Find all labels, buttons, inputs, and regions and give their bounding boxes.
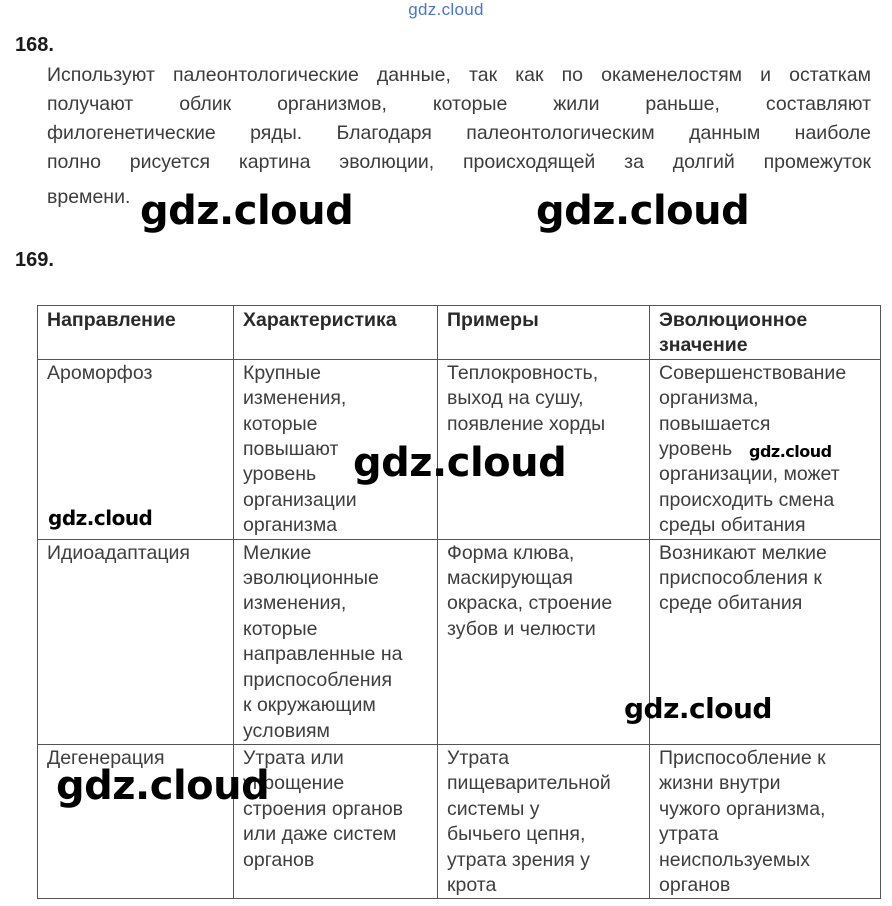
text-line: Используют палеонтологические данные, так как по окаменелостям и остаткам xyxy=(47,64,871,86)
header-characteristic: Характеристика xyxy=(234,306,438,360)
cell-significance: Совершенствование организма, повышается уровень организации, может происходить смена среды обитания xyxy=(650,359,881,539)
cell-direction: Идиоадаптация xyxy=(38,539,234,744)
watermark: gdz.cloud xyxy=(140,188,354,234)
cell-characteristic: Утрата или упрощение строения органов или даже систем органов xyxy=(234,744,438,898)
text-line: филогенетические ряды. Благодаря палеонтологическим данным наиболе xyxy=(47,122,871,144)
watermark: gdz.cloud xyxy=(56,763,270,809)
cell-direction: Дегенерация xyxy=(38,744,234,898)
cell-examples: Форма клюва, маскирующая окраска, строение зубов и челюсти xyxy=(438,539,650,744)
table-header-row xyxy=(38,306,881,360)
cell-significance: Приспособление к жизни внутри чужого организма, утрата неиспользуемых органов xyxy=(650,744,881,898)
cell-examples: Теплокровность, выход на сушу, появление хорды xyxy=(438,359,650,539)
watermark: gdz.cloud xyxy=(48,506,153,530)
watermark: gdz.cloud xyxy=(624,692,772,725)
cell-characteristic: Крупные изменения, которые повышают уровень организации организма xyxy=(234,359,438,539)
header-direction: Направление xyxy=(38,306,234,360)
cell-examples: Утрата пищеварительной системы у бычьего цепня, утрата зрения у крота xyxy=(438,744,650,898)
evolution-directions-table xyxy=(37,305,881,899)
watermark: gdz.cloud xyxy=(353,440,567,486)
task-169-number: 169. xyxy=(15,249,54,271)
task-168-number: 168. xyxy=(15,34,54,56)
text-line: времени. xyxy=(47,186,131,208)
watermark: gdz.cloud xyxy=(536,188,750,234)
watermark: gdz.cloud xyxy=(749,442,832,461)
text-line: полно рисуется картина эволюции, происходящей за долгий промежуток xyxy=(47,151,871,173)
header-significance: Эволюционное значение xyxy=(650,306,881,360)
cell-characteristic: Мелкие эволюционные изменения, которые направленные на приспособления к окружающим условиям xyxy=(234,539,438,744)
top-watermark: gdz.cloud xyxy=(408,0,484,19)
cell-significance: Возникают мелкие приспособления к среде обитания xyxy=(650,539,881,744)
header-examples: Примеры xyxy=(438,306,650,360)
text-line: получают облик организмов, которые жили раньше, составляют xyxy=(47,93,871,115)
cell-direction: Ароморфоз xyxy=(38,359,234,539)
